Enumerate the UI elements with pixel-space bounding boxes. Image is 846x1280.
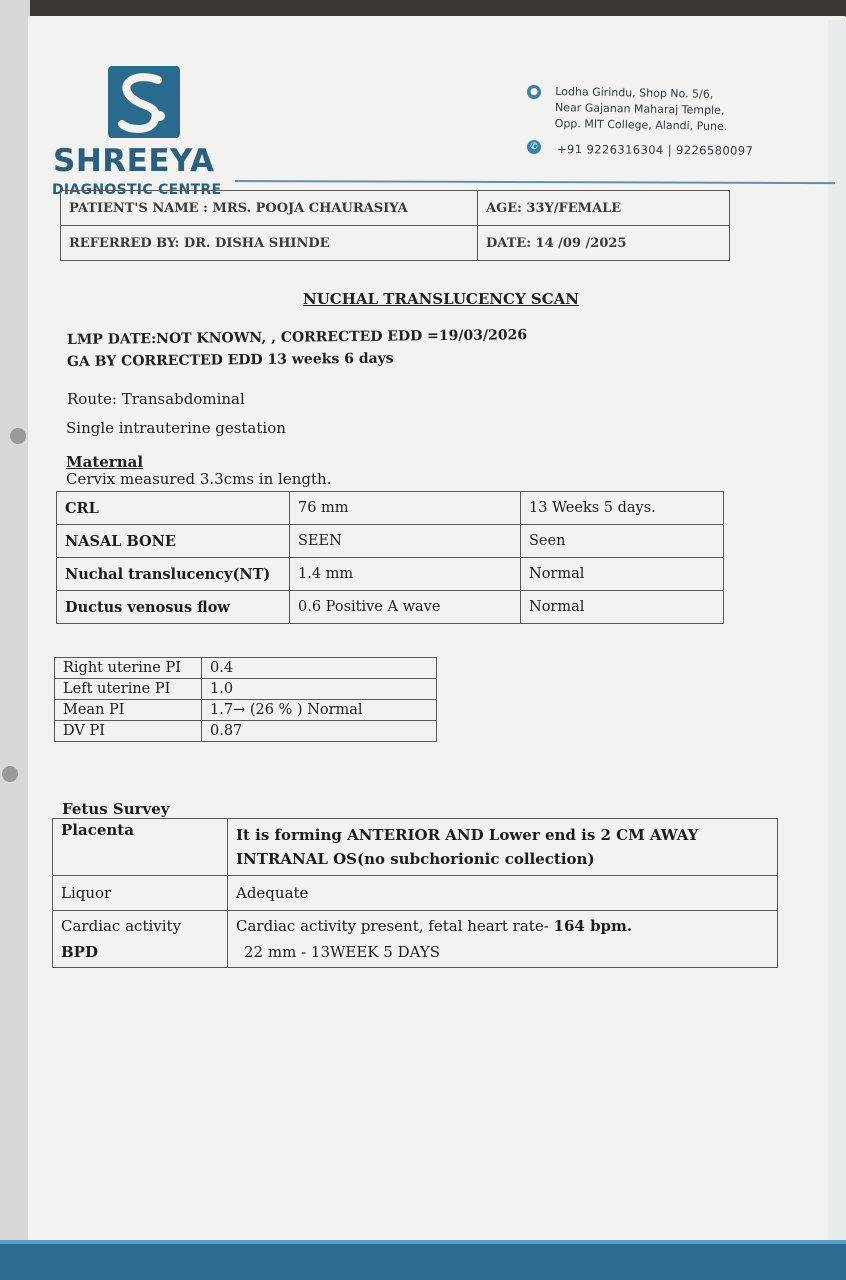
measure-value: 1.4 mm xyxy=(290,558,521,591)
cervix-text: Cervix measured 3.3cms in length. xyxy=(66,470,332,488)
table-row xyxy=(55,700,437,721)
table-row xyxy=(55,679,437,700)
table-row xyxy=(55,658,437,679)
punch-hole xyxy=(2,766,18,782)
fetus-survey-table xyxy=(52,818,778,968)
table-row xyxy=(53,911,778,968)
liquor-label: Liquor xyxy=(53,876,228,911)
cardiac-bpd-values xyxy=(228,911,778,968)
shreeya-logo-icon xyxy=(108,66,180,138)
pi-label: Left uterine PI xyxy=(55,679,202,700)
ga-line: GA BY CORRECTED EDD 13 weeks 6 days xyxy=(66,350,394,370)
route-text: Route: Transabdominal xyxy=(67,390,245,408)
patient-name: PATIENT'S NAME : MRS. POOJA CHAURASIYA xyxy=(61,191,478,226)
measure-label: CRL xyxy=(57,492,290,525)
pi-value: 1.0 xyxy=(202,679,437,700)
pi-value: 0.4 xyxy=(202,658,437,679)
right-page-edge xyxy=(828,20,846,1250)
punch-hole xyxy=(10,428,26,444)
left-page-edge xyxy=(0,0,30,1280)
cardiac-bpd-labels xyxy=(53,911,228,968)
address-line: Near Gajanan Maharaj Temple, xyxy=(554,101,725,117)
measure-label: Nuchal translucency(NT) xyxy=(57,558,290,591)
bottom-band xyxy=(0,1244,846,1280)
measure-label: Ductus venosus flow xyxy=(57,591,290,624)
report-date: DATE: 14 /09 /2025 xyxy=(478,226,730,261)
cardiac-value xyxy=(236,913,769,939)
measure-remark: 13 Weeks 5 days. xyxy=(521,492,724,525)
cardiac-text: Cardiac activity present, fetal heart rate- xyxy=(236,917,554,935)
measure-value: SEEN xyxy=(290,525,521,558)
table-row xyxy=(57,492,724,525)
bpd-label: BPD xyxy=(61,943,98,961)
measure-value: 0.6 Positive A wave xyxy=(290,591,521,624)
phone-icon: ✆ xyxy=(527,140,541,154)
doppler-table xyxy=(54,657,437,742)
placenta-value-line: INTRANAL OS(no subchorionic collection) xyxy=(236,850,595,868)
measure-label: NASAL BONE xyxy=(57,525,290,558)
brand-subtitle: DIAGNOSTIC CENTRE xyxy=(52,182,222,198)
pi-label: Right uterine PI xyxy=(55,658,202,679)
pi-value: 0.87 xyxy=(202,721,437,742)
phone-numbers: +91 9226316304 | 9226580097 xyxy=(556,142,754,158)
measurements-table xyxy=(56,491,724,624)
brand-name: SHREEYA xyxy=(53,143,215,179)
bpd-value: 22 mm - 13WEEK 5 DAYS xyxy=(244,943,441,961)
maternal-heading: Maternal xyxy=(66,453,144,471)
table-row xyxy=(57,591,724,624)
report-title: NUCHAL TRANSLUCENCY SCAN xyxy=(303,290,579,308)
table-row xyxy=(57,558,724,591)
measure-remark: Seen xyxy=(521,525,724,558)
placenta-label: Placenta xyxy=(53,819,228,876)
placenta-value-line: It is forming ANTERIOR AND Lower end is 2 CM AWAY xyxy=(236,826,699,844)
patient-details-table xyxy=(60,190,730,261)
lmp-line: LMP DATE:NOT KNOWN, , CORRECTED EDD =19/03/2026 xyxy=(66,327,528,348)
pi-label: DV PI xyxy=(55,721,202,742)
location-icon: ● xyxy=(527,85,541,99)
address-block xyxy=(555,84,728,135)
fetus-survey-heading: Fetus Survey xyxy=(62,800,170,818)
table-row xyxy=(53,876,778,911)
liquor-value: Adequate xyxy=(228,876,778,911)
table-row xyxy=(57,525,724,558)
table-row xyxy=(55,721,437,742)
address-line: Lodha Girindu, Shop No. 5/6, xyxy=(555,85,714,101)
address-line: Opp. MIT College, Alandi, Pune. xyxy=(554,116,728,134)
measure-value: 76 mm xyxy=(290,492,521,525)
measure-remark: Normal xyxy=(521,591,724,624)
referred-by: REFERRED BY: DR. DISHA SHINDE xyxy=(61,226,478,261)
placenta-value xyxy=(228,819,778,876)
pi-label: Mean PI xyxy=(55,700,202,721)
cardiac-label: Cardiac activity xyxy=(61,917,182,935)
patient-age: AGE: 33Y/FEMALE xyxy=(478,191,730,226)
heart-rate: 164 bpm. xyxy=(553,917,633,935)
measure-remark: Normal xyxy=(521,558,724,591)
pi-value: 1.7→ (26 % ) Normal xyxy=(202,700,437,721)
table-row xyxy=(53,819,778,876)
gestation-text: Single intrauterine gestation xyxy=(66,419,286,437)
